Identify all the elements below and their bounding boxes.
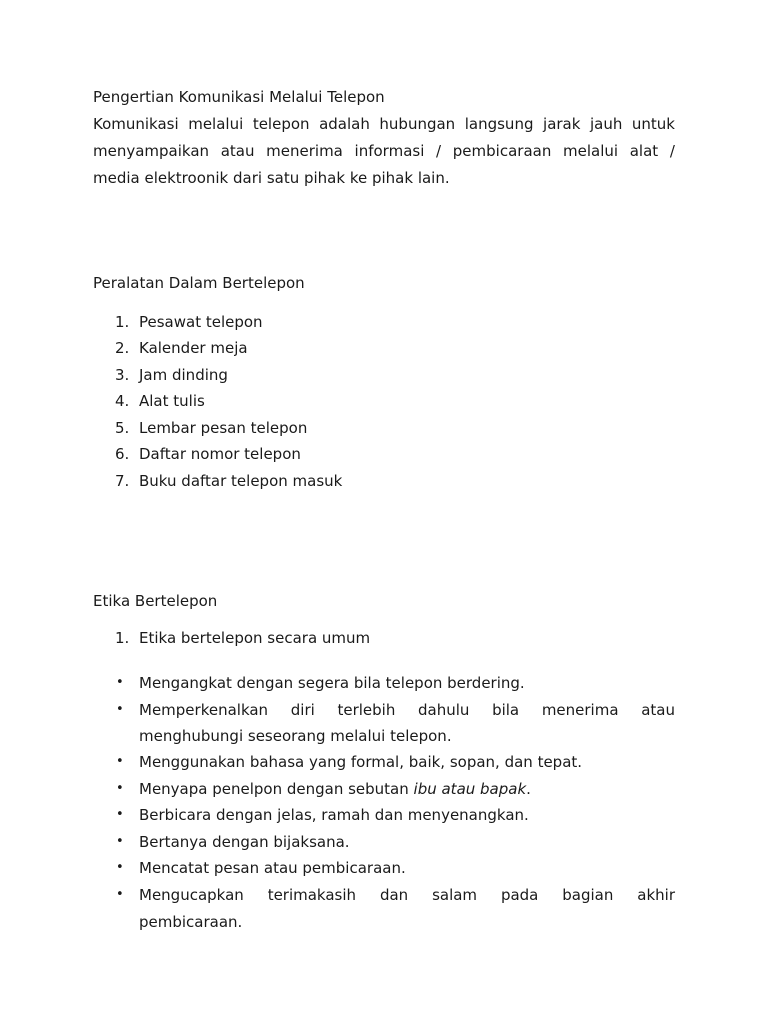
section-title-etika: Etika Bertelepon bbox=[93, 592, 218, 610]
word: Mengucapkan bbox=[139, 886, 244, 904]
word: bila bbox=[492, 701, 520, 719]
word: melalui bbox=[188, 115, 244, 133]
word: akhir bbox=[637, 886, 675, 904]
word: informasi bbox=[354, 142, 425, 160]
list-item: Pesawat telepon bbox=[139, 313, 263, 331]
word: / bbox=[436, 142, 442, 160]
list-item: Lembar pesan telepon bbox=[139, 419, 308, 437]
section-title-pengertian: Pengertian Komunikasi Melalui Telepon bbox=[93, 88, 385, 106]
word: dahulu bbox=[418, 701, 470, 719]
list-item-continuation: pembicaraan. bbox=[139, 913, 243, 931]
word: bagian bbox=[562, 886, 614, 904]
word: melalui bbox=[563, 142, 619, 160]
list-item bbox=[139, 700, 675, 720]
section-title-peralatan: Peralatan Dalam Bertelepon bbox=[93, 274, 305, 292]
list-item-number: 7. bbox=[115, 472, 130, 490]
list-item bbox=[139, 779, 531, 799]
word: pada bbox=[500, 886, 539, 904]
sublist-number: 1. bbox=[115, 629, 130, 647]
emphasis-text: ibu atau bapak bbox=[413, 780, 527, 798]
list-item: Mencatat pesan atau pembicaraan. bbox=[139, 859, 406, 877]
list-item: Daftar nomor telepon bbox=[139, 445, 301, 463]
list-item: Berbicara dengan jelas, ramah dan menyenangkan. bbox=[139, 806, 529, 824]
word: menerima bbox=[541, 701, 619, 719]
list-item-number: 6. bbox=[115, 445, 130, 463]
word: terimakasih bbox=[267, 886, 357, 904]
word: menyampaikan bbox=[93, 142, 210, 160]
paragraph-line-3: media elektroonik dari satu pihak ke pihak lain. bbox=[93, 169, 450, 187]
paragraph-line-1 bbox=[93, 114, 675, 134]
list-item: Kalender meja bbox=[139, 339, 248, 357]
bullet-icon: • bbox=[116, 887, 124, 902]
word: langsung bbox=[464, 115, 534, 133]
list-item-number: 3. bbox=[115, 366, 130, 384]
word: diri bbox=[290, 701, 315, 719]
word: terlebih bbox=[337, 701, 396, 719]
word: salam bbox=[432, 886, 478, 904]
bullet-icon: • bbox=[116, 675, 124, 690]
list-item: Alat tulis bbox=[139, 392, 205, 410]
list-item: Mengangkat dengan segera bila telepon berdering. bbox=[139, 674, 525, 692]
word: atau bbox=[641, 701, 675, 719]
bullet-icon: • bbox=[116, 834, 124, 849]
list-item: Buku daftar telepon masuk bbox=[139, 472, 343, 490]
list-item-number: 4. bbox=[115, 392, 130, 410]
word: atau bbox=[220, 142, 255, 160]
paragraph-line-2 bbox=[93, 141, 675, 161]
word: jarak bbox=[543, 115, 581, 133]
word: / bbox=[669, 142, 675, 160]
word: telepon bbox=[252, 115, 310, 133]
word: alat bbox=[629, 142, 659, 160]
bullet-icon: • bbox=[116, 702, 124, 717]
word: pembicaraan bbox=[452, 142, 552, 160]
list-item-continuation: menghubungi seseorang melalui telepon. bbox=[139, 727, 452, 745]
word: menerima bbox=[266, 142, 343, 160]
list-item: Bertanya dengan bijaksana. bbox=[139, 833, 350, 851]
list-item-text: Menyapa penelpon dengan sebutan bbox=[139, 780, 414, 798]
word: Memperkenalkan bbox=[139, 701, 269, 719]
word: Komunikasi bbox=[93, 115, 179, 133]
list-item bbox=[139, 885, 675, 905]
list-item: Menggunakan bahasa yang formal, baik, sopan, dan tepat. bbox=[139, 753, 583, 771]
bullet-icon: • bbox=[116, 807, 124, 822]
bullet-icon: • bbox=[116, 781, 124, 796]
list-item-number: 2. bbox=[115, 339, 130, 357]
list-item: Jam dinding bbox=[139, 366, 228, 384]
word: hubungan bbox=[379, 115, 456, 133]
bullet-icon: • bbox=[116, 860, 124, 875]
list-item-number: 1. bbox=[115, 313, 130, 331]
sublist-title: Etika bertelepon secara umum bbox=[139, 629, 371, 647]
bullet-icon: • bbox=[116, 754, 124, 769]
word: dan bbox=[379, 886, 409, 904]
list-item-text: . bbox=[526, 780, 531, 798]
word: adalah bbox=[319, 115, 370, 133]
list-item-number: 5. bbox=[115, 419, 130, 437]
word: jauh bbox=[589, 115, 623, 133]
word: untuk bbox=[631, 115, 675, 133]
